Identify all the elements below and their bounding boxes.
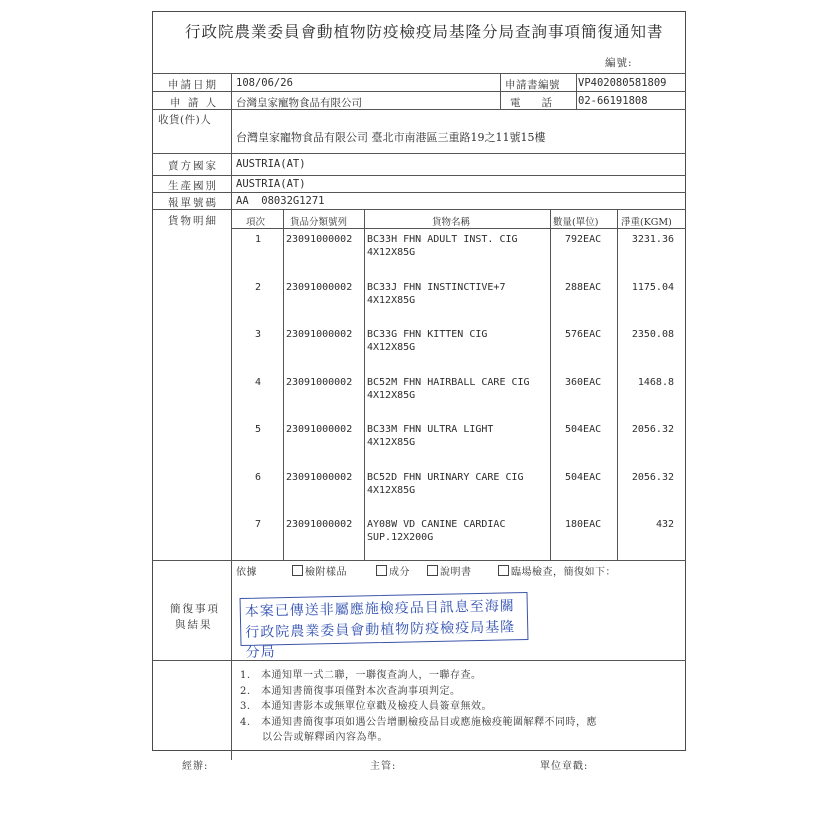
row-name-pack: 4X12X85G <box>367 342 416 353</box>
row-weight: 432 <box>655 519 674 530</box>
col-header-code: 貨品分類號列 <box>290 217 348 228</box>
row-code: 23091000002 <box>286 376 353 388</box>
rule <box>500 73 501 109</box>
row-item-number: 3 <box>255 329 262 340</box>
rule <box>576 73 577 109</box>
row-code: 23091000002 <box>286 424 353 435</box>
rule <box>152 560 686 561</box>
col-header-item: 項次 <box>246 217 266 228</box>
origin-country-label: 生產國別 <box>168 180 218 192</box>
col-header-weight: 淨重(KGM) <box>621 217 672 228</box>
rule <box>152 153 686 154</box>
row-qty: 504EAC <box>565 424 602 435</box>
option-onsite-label: 臨場檢查，簡復如下： <box>511 567 616 578</box>
row-item-number: 6 <box>255 471 262 483</box>
option-sample-label: 檢附樣品 <box>305 567 347 578</box>
row-code: 23091000002 <box>286 519 353 530</box>
row-weight: 1468.8 <box>637 376 674 388</box>
row-code: 23091000002 <box>286 329 353 340</box>
row-name-pack: SUP.12X200G <box>367 532 434 543</box>
note-2: 2. 本通知書簡復事項僅對本次查詢事項判定。 <box>240 686 461 697</box>
rule <box>152 660 686 661</box>
row-weight: 1175.04 <box>631 281 674 293</box>
row-qty: 576EAC <box>565 329 602 340</box>
apply-no-value: VP402080581809 <box>578 77 667 89</box>
rule <box>152 192 686 193</box>
checkbox <box>498 565 509 576</box>
row-code: 23091000002 <box>286 281 353 293</box>
stamp-line-2: 行政院農業委員會動植物防疫檢疫局基隆分局 <box>245 619 516 661</box>
rule <box>152 73 686 74</box>
row-weight: 3231.36 <box>631 234 674 245</box>
option-ingredients-label: 成分 <box>389 567 410 578</box>
row-item-number: 2 <box>255 281 262 293</box>
option-ingredients <box>376 563 410 578</box>
row-qty: 504EAC <box>565 471 602 483</box>
goods-label: 貨物明細 <box>168 215 218 227</box>
col-header-name: 貨物名稱 <box>432 217 471 228</box>
row-name: BC52D FHN URINARY CARE CIG <box>367 471 524 483</box>
rule <box>152 91 686 92</box>
note-4: 4. 本通知書簡復事項如遇公告增刪檢疫品目或應施檢疫範圍解釋不同時，應 <box>240 717 598 728</box>
declaration-no-value: AA 08032G1271 <box>236 195 325 207</box>
row-name-pack: 4X12X85G <box>367 294 416 306</box>
checkbox <box>292 565 303 576</box>
row-weight: 2056.32 <box>631 471 674 483</box>
rule <box>152 209 686 210</box>
note-4-cont: 以公告或解釋函內容為準。 <box>262 732 388 743</box>
document-title: 行政院農業委員會動植物防疫檢疫局基隆分局查詢事項簡復通知書 <box>185 23 664 41</box>
row-weight: 2056.32 <box>631 424 674 435</box>
phone-label: 電 話 <box>510 97 552 109</box>
row-item-number: 4 <box>255 376 262 388</box>
apply-no-label: 申請書編號 <box>505 79 560 91</box>
row-name: BC33M FHN ULTRA LIGHT <box>367 424 494 435</box>
note-3: 3. 本通知書影本或無單位章戳及檢疫人員簽章無效。 <box>240 701 493 712</box>
row-name: BC33G FHN KITTEN CIG <box>367 329 488 340</box>
row-name-pack: 4X12X85G <box>367 437 416 448</box>
footer-handler: 經辦: <box>182 761 209 772</box>
row-qty: 792EAC <box>565 234 602 245</box>
option-sample <box>292 563 347 578</box>
row-name: BC33H FHN ADULT INST. CIG <box>367 234 518 245</box>
col-header-qty: 數量(單位) <box>553 217 599 228</box>
consignee-value: 台灣皇家寵物食品有限公司 臺北市南港區三重路19之11號15樓 <box>236 131 546 144</box>
phone-value: 02-66191808 <box>578 95 648 107</box>
checkbox <box>376 565 387 576</box>
rule <box>152 109 686 110</box>
official-stamp <box>240 592 529 661</box>
serial-label: 編號: <box>605 57 633 69</box>
row-item-number: 5 <box>255 424 262 435</box>
footer-unit-seal: 單位章戳: <box>540 761 589 772</box>
checkbox <box>427 565 438 576</box>
row-name: BC52M FHN HAIRBALL CARE CIG <box>367 376 530 388</box>
rule <box>364 209 365 560</box>
note-1: 1. 本通知單一式二聯，一聯復查詢人，一聯存查。 <box>240 670 482 681</box>
basis-label: 依據 <box>236 567 257 578</box>
rule <box>231 73 232 760</box>
seller-country-value: AUSTRIA(AT) <box>236 158 306 170</box>
rule <box>152 175 686 176</box>
footer-supervisor: 主管: <box>370 761 397 772</box>
option-manual <box>427 563 472 578</box>
row-qty: 288EAC <box>565 281 602 293</box>
row-code: 23091000002 <box>286 234 353 245</box>
row-qty: 180EAC <box>565 519 602 530</box>
apply-date-label: 申請日期 <box>168 79 218 91</box>
origin-country-value: AUSTRIA(AT) <box>236 178 306 190</box>
seller-country-label: 賣方國家 <box>168 160 218 172</box>
option-onsite <box>498 563 616 578</box>
row-name-pack: 4X12X85G <box>367 389 416 401</box>
row-qty: 360EAC <box>565 376 602 388</box>
row-code: 23091000002 <box>286 471 353 483</box>
row-weight: 2350.08 <box>631 329 674 340</box>
row-name-pack: 4X12X85G <box>367 484 416 496</box>
row-item-number: 7 <box>255 519 262 530</box>
row-item-number: 1 <box>255 234 262 245</box>
declaration-no-label: 報單號碼 <box>168 197 218 209</box>
rule <box>283 209 284 560</box>
rule <box>617 209 618 560</box>
stamp-line-1: 本案已傳送非屬應施檢疫品目訊息至海關 <box>244 598 515 620</box>
row-name: BC33J FHN INSTINCTIVE+7 <box>367 281 506 293</box>
option-manual-label: 說明書 <box>440 567 472 578</box>
consignee-label: 收貨(件)人 <box>158 114 212 126</box>
row-name: AY08W VD CANINE CARDIAC <box>367 519 506 530</box>
apply-date-value: 108/06/26 <box>236 77 293 89</box>
reply-label-1: 簡復事項 <box>170 603 220 615</box>
applicant-label: 申 請 人 <box>170 97 219 109</box>
rule <box>550 209 551 560</box>
row-name-pack: 4X12X85G <box>367 247 416 258</box>
applicant-value: 台灣皇家寵物食品有限公司 <box>236 97 362 109</box>
reply-label-2: 與結果 <box>175 619 213 631</box>
